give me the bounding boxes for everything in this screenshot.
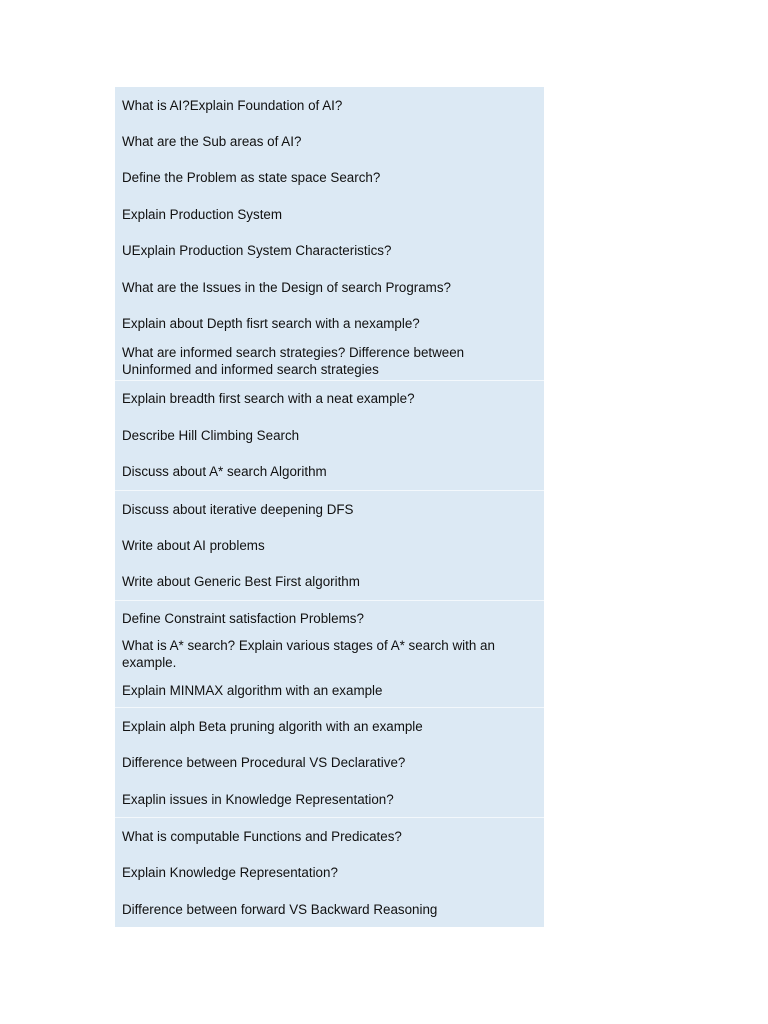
question-row (115, 708, 544, 744)
question-row (115, 196, 544, 232)
question-row (115, 123, 544, 159)
question-row (115, 564, 544, 600)
question-row (115, 601, 544, 635)
question-text: Explain breadth first search with a neat example? (122, 391, 415, 407)
question-group (115, 381, 544, 491)
question-row (115, 233, 544, 269)
question-row (115, 491, 544, 527)
question-row (115, 305, 544, 341)
question-row (115, 417, 544, 453)
question-text: Explain MINMAX algorithm with an example (122, 682, 383, 698)
question-text: What are the Sub areas of AI? (122, 134, 302, 150)
question-text: Write about Generic Best First algorithm (122, 574, 360, 590)
question-text: What is AI?Explain Foundation of AI? (122, 97, 343, 113)
question-group (115, 818, 544, 927)
question-text: Write about AI problems (122, 537, 265, 553)
question-group (115, 491, 544, 601)
question-row (115, 381, 544, 417)
question-text: What is computable Functions and Predicates? (122, 828, 402, 844)
question-group (115, 708, 544, 818)
question-row (115, 635, 544, 673)
question-group (115, 601, 544, 708)
question-table (115, 87, 544, 927)
question-text: Explain Knowledge Representation? (122, 865, 338, 881)
question-text: Discuss about iterative deepening DFS (122, 501, 354, 517)
question-row (115, 818, 544, 854)
question-text: Define Constraint satisfaction Problems? (122, 610, 364, 626)
question-row (115, 744, 544, 780)
question-row (115, 342, 544, 380)
question-text: What are the Issues in the Design of search Programs? (122, 279, 451, 295)
question-text: Define the Problem as state space Search? (122, 170, 381, 186)
question-text: Explain alph Beta pruning algorith with an example (122, 718, 423, 734)
question-row (115, 454, 544, 490)
question-row (115, 891, 544, 927)
question-text: Difference between forward VS Backward Reasoning (122, 901, 438, 917)
question-text: What are informed search strategies? Difference between Uninformed and informed search strategies (122, 344, 465, 377)
question-text: Describe Hill Climbing Search (122, 427, 300, 443)
question-row (115, 781, 544, 817)
question-row (115, 160, 544, 196)
question-row (115, 269, 544, 305)
question-text: Exaplin issues in Knowledge Representation? (122, 791, 394, 807)
question-text: Difference between Procedural VS Declarative? (122, 755, 406, 771)
question-text: Explain about Depth fisrt search with a nexample? (122, 316, 420, 332)
question-row (115, 673, 544, 707)
question-row (115, 87, 544, 123)
question-group (115, 87, 544, 381)
question-row (115, 855, 544, 891)
question-row (115, 527, 544, 563)
question-text: Discuss about A* search Algorithm (122, 464, 327, 480)
question-text: UExplain Production System Characteristics? (122, 243, 392, 259)
question-text: Explain Production System (122, 206, 283, 222)
question-text: What is A* search? Explain various stages of A* search with an example. (122, 638, 495, 671)
